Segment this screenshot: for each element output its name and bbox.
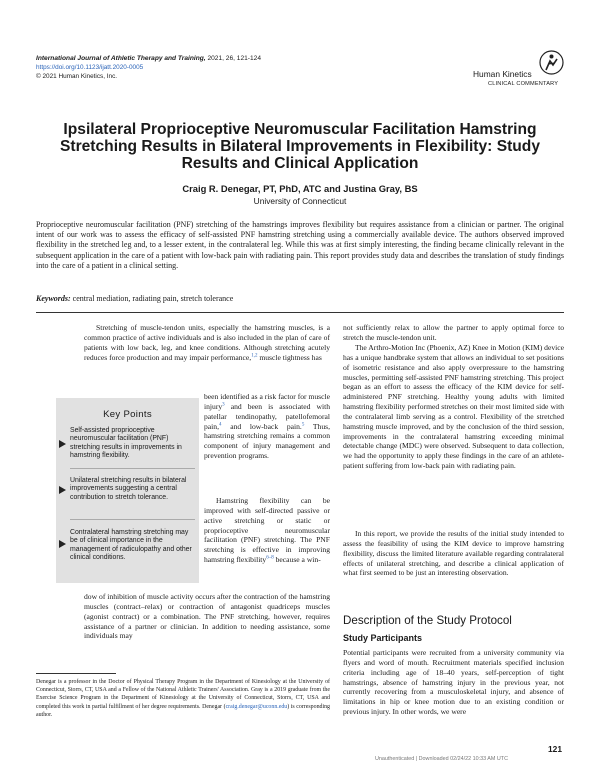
body-paragraph-right-2: The Arthro-Motion Inc (Phoenix, AZ) Knee in Motion (KIM) device has a unique handbrake system that allows an individual to set positions of isometric resistance and also apply overpressure to the hamstring muscles, permitting self-assisted PNF hamstring stretching. This project began as an effort to assess the efficacy of the KIM device for self-administered PNF stretching. Healthy young adults with limited hamstring flexibility performed stretches on their most limited side with the contralateral limb serving as a control. Flexibility of the stretched hamstring muscle improved, and by the conclusion of the third session, improvements in the contralateral hamstring exceeding minimal detectable change (MDC) were observed. Subsequent to data collection, we had the opportunity to apply these findings in the care of an athlete-patient suffering from low-back pain with radiating pain. [343, 343, 564, 471]
citation-ref[interactable]: 4 [218, 422, 222, 427]
key-point-item: Unilateral stretching results in bilateral improvements suggesting a central contribution to stretch tolerance. [70, 477, 187, 501]
body-paragraph-risk: been identified as a risk factor for muscle injury$^3$ and been is associated with patellar tendinopathy, patellofemoral pain,$^4$ and low-back pain.$^5$ Thus, hamstring stretching remains a common component of injury management and prevention programs. [204, 392, 330, 461]
citation-ref[interactable]: 1,2 [251, 353, 258, 358]
citation-ref[interactable]: 5 [301, 422, 305, 427]
download-stamp: Unauthenticated | Downloaded 02/24/22 10:33 AM UTC [375, 756, 508, 762]
affiliation: University of Connecticut [253, 196, 347, 206]
section-label: CLINICAL COMMENTARY [488, 81, 559, 87]
citation-ref[interactable]: 6–8 [266, 555, 274, 561]
page-number: 121 [548, 744, 562, 754]
divider [70, 468, 195, 469]
triangle-bullet-icon [59, 540, 66, 548]
copyright: © 2021 Human Kinetics, Inc. [36, 73, 118, 80]
divider [70, 519, 195, 520]
subsection-heading: Study Participants [343, 633, 423, 643]
author-footnote: Denegar is a professor in the Doctor of Physical Therapy Program in the Department of Kinesiology at the University of Connecticut, Storrs, CT, USA and a Fellow of the National Athletic Trainers' Association. Gray is a 2019 graduate from the Exercise Science Program in the Department of Kinesiology at the University of Connecticut, Storrs, CT, USA and completed this work in partial fulfillment of her degree requirements. Denegar (craig.denegar@uconn.edu) is corresponding author. [36, 679, 330, 718]
doi-link[interactable]: https://doi.org/10.1123/ijatt.2020-0005 [36, 64, 144, 71]
body-paragraph-right-1: not sufficiently relax to allow the partner to apply optimal force to stretch the muscle-tendon unit. [343, 323, 564, 342]
publisher-name: Human Kinetics [473, 69, 532, 79]
body-paragraph-pnf: Hamstring flexibility can be improved with self-directed passive or active stretching or static or proprioceptive neuromuscular facilitation (PNF) stretching. The PNF stretching is effective in improving hamstring flexibility$^{6-8}$ because a win- [204, 496, 330, 565]
triangle-bullet-icon [59, 486, 66, 494]
authors: Craig R. Denegar, PT, PhD, ATC and Justina Gray, BS [182, 183, 418, 194]
citation-ref[interactable]: 3 [222, 402, 225, 408]
keywords: Keywords: central mediation, radiating pain, stretch tolerance [36, 294, 234, 303]
divider [36, 312, 564, 313]
body-paragraph-continued: dow of inhibition of muscle activity occurs after the contraction of the hamstring muscles (contract–relax) or contraction of antagonist quadriceps muscles (agonist contract) or a combination. The PNF stretching, however, requires assistance of a partner or clinician. In addition to needing assistance, some individuals may [84, 592, 330, 641]
body-paragraph-intro: Stretching of muscle-tendon units, especially the hamstring muscles, is a common practice of active individuals and is also included in the plan of care of patients with low back, leg, and knee conditions. Although stretching acutely reduces force production and may impair performance,$^{1,2}$ muscle tightness has [84, 323, 330, 362]
key-point-item: Self-assisted proprioceptive neuromuscular facilitation (PNF) stretching results in improvements in hamstring flexibility. [70, 427, 182, 460]
abstract: Proprioceptive neuromuscular facilitation (PNF) stretching of the hamstrings improves flexibility but requires assistance from a clinician or partner. The original intent of our work was to assess the efficacy of self-assisted PNF hamstring stretching using a commercially available device. The authors observed improved flexibility in the stretched leg and, to a lesser extent, in the contralateral leg. While this was at first simply interesting, the finding became clinically relevant in the subsequent application in the care of a patient with low-back pain with radiating pain. This report provides study data and describes the translation of study findings into the care of a patient in a clinical setting. [36, 220, 564, 270]
footnote-rule [36, 673, 116, 674]
journal-citation: International Journal of Athletic Therapy and Training, 2021, 26, 121-124 [36, 55, 261, 62]
body-paragraph-right-4: Potential participants were recruited from a university community via flyers and word of mouth. Recruitment materials specified inclusion criteria including age of 18–40 years, self-perception of tight hamstrings, absence of hamstring injury in the previous year, not currently recovering from a musculoskeletal injury, and absence of limitations in hip or knee motion due to an existing condition or previous injury. In other words, we were [343, 648, 564, 717]
human-kinetics-logo-icon [539, 50, 564, 75]
triangle-bullet-icon [59, 440, 66, 448]
email-link[interactable]: craig.denegar@uconn.edu [225, 703, 288, 710]
section-heading: Description of the Study Protocol [343, 614, 512, 627]
body-paragraph-right-3: In this report, we provide the results of the initial study intended to assess the feasibility of using the KIM device to improve hamstring flexibility, discuss the limited literature available regarding contralateral effects of unilateral stretching, and describe a clinical application of what first seemed to be just an interesting observation. [343, 529, 564, 578]
key-point-item: Contralateral hamstring stretching may be of clinical importance in the management of radiculopathy and other clinical conditions. [70, 529, 192, 562]
article-title: Ipsilateral Proprioceptive Neuromuscular Facilitation Hamstring Stretching Results in Bilateral Improvements in Flexibility: Study Results and Clinical Application [59, 121, 541, 172]
key-points-title: Key Points [103, 409, 152, 420]
